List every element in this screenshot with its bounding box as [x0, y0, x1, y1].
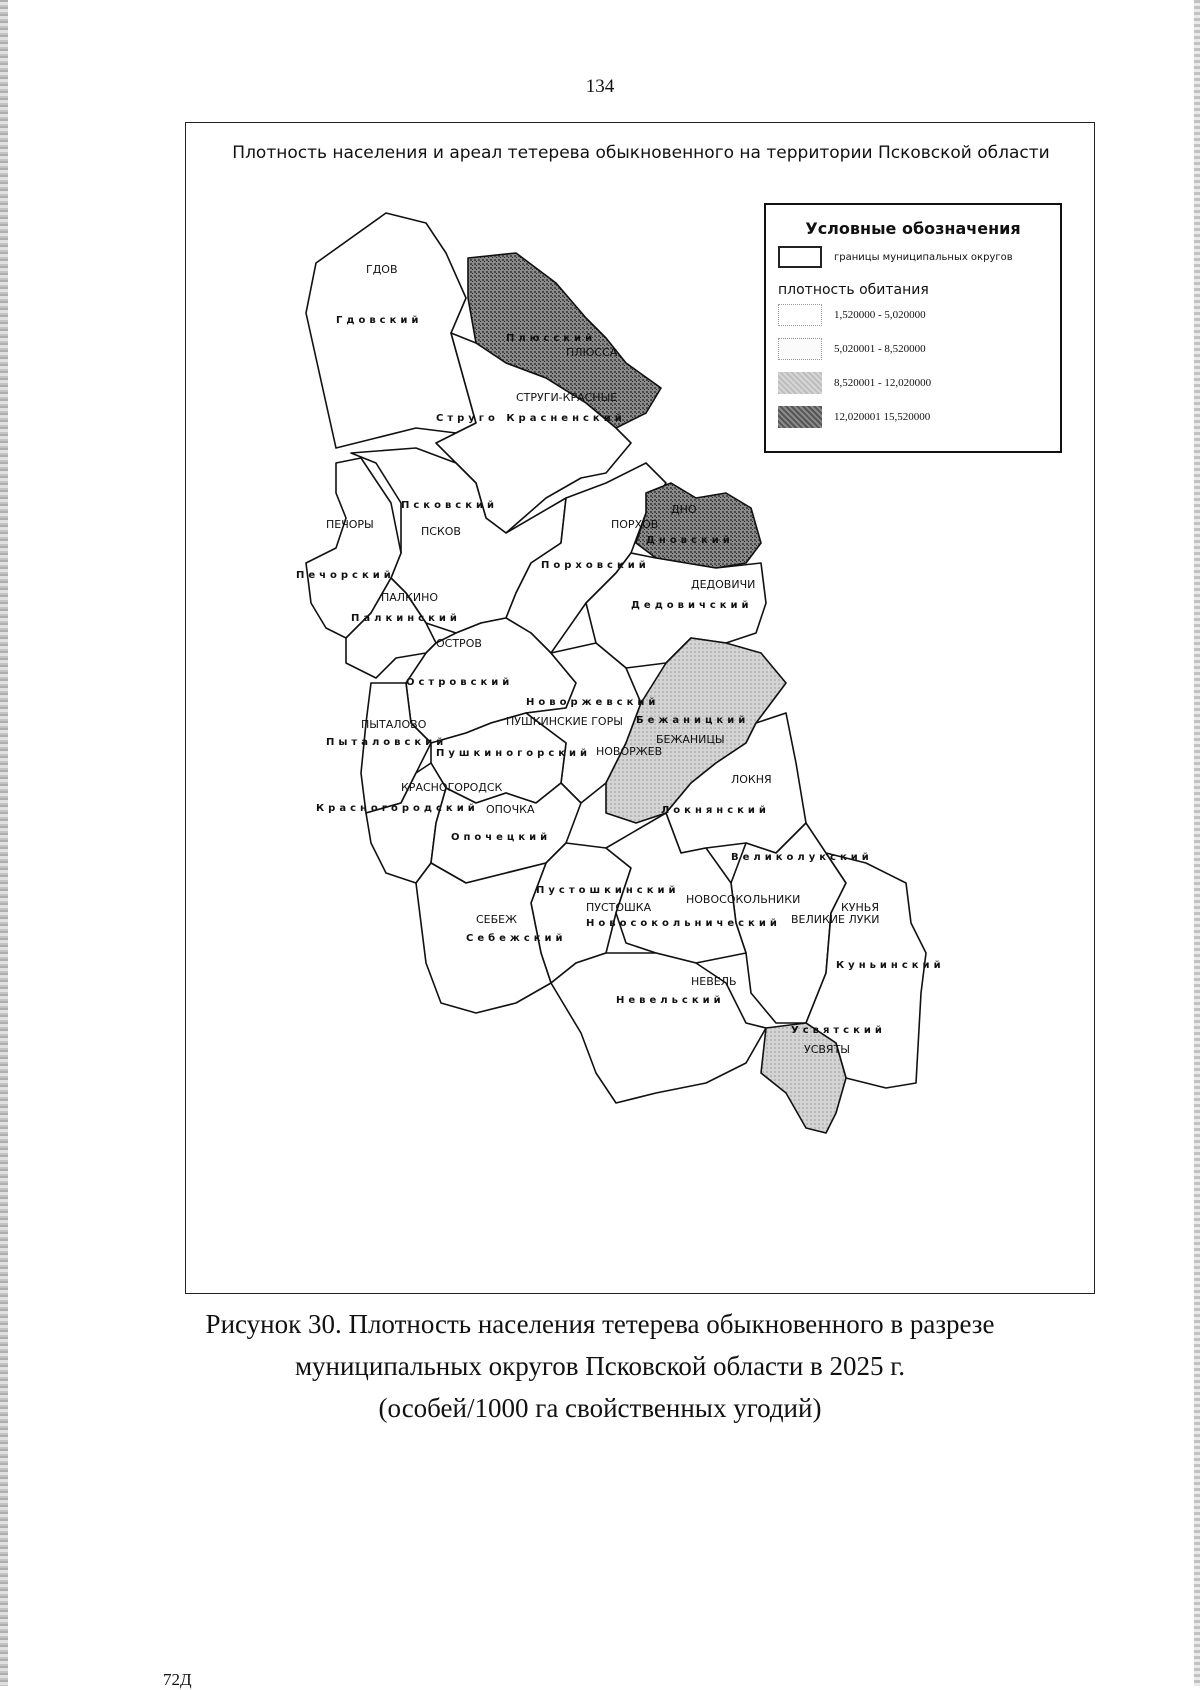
legend-boundary-label: границы муниципальных округов — [834, 251, 1013, 263]
svg-text:ЛОКНЯ: ЛОКНЯ — [731, 773, 772, 786]
svg-text:ПУСТОШКА: ПУСТОШКА — [586, 901, 652, 914]
svg-text:ОСТРОВ: ОСТРОВ — [436, 637, 482, 650]
svg-text:Палкинский: Палкинский — [351, 613, 461, 624]
figure-caption — [0, 1303, 1200, 1429]
scan-edge-right — [1194, 0, 1200, 1686]
svg-text:СТРУГИ-КРАСНЫЕ: СТРУГИ-КРАСНЫЕ — [516, 391, 618, 404]
svg-text:ПЫТАЛОВО: ПЫТАЛОВО — [361, 718, 427, 731]
map-figure — [185, 122, 1095, 1294]
legend-class-3 — [778, 372, 1060, 394]
page-number: 134 — [585, 76, 615, 97]
svg-text:Себежский: Себежский — [466, 933, 567, 944]
svg-text:ДНО: ДНО — [671, 503, 697, 516]
svg-text:НОВОСОКОЛЬНИКИ: НОВОСОКОЛЬНИКИ — [686, 893, 801, 906]
svg-text:ПОРХОВ: ПОРХОВ — [611, 518, 659, 531]
legend-boundary-swatch — [778, 246, 822, 268]
svg-text:Струго Красненский: Струго Красненский — [436, 413, 626, 424]
svg-text:НОВОРЖЕВ: НОВОРЖЕВ — [596, 745, 663, 758]
svg-text:Пушкиногорский: Пушкиногорский — [436, 748, 592, 759]
svg-text:ПЛЮССА: ПЛЮССА — [566, 346, 618, 359]
svg-text:Дедовичский: Дедовичский — [631, 600, 753, 611]
legend-density-title: плотность обитания — [778, 282, 929, 298]
legend-range-3: 8,520001 - 12,020000 — [834, 377, 932, 389]
svg-text:Порховский: Порховский — [541, 560, 650, 571]
svg-text:КУНЬЯ: КУНЬЯ — [841, 901, 879, 914]
legend-swatch-1 — [778, 304, 822, 326]
legend-range-2: 5,020001 - 8,520000 — [834, 343, 926, 355]
svg-text:СЕБЕЖ: СЕБЕЖ — [476, 913, 517, 926]
svg-text:ГДОВ: ГДОВ — [366, 263, 398, 276]
svg-text:Дновский: Дновский — [646, 535, 734, 546]
svg-text:Локнянский: Локнянский — [661, 805, 770, 816]
svg-text:Пустошкинский: Пустошкинский — [536, 885, 680, 896]
svg-text:ПУШКИНСКИЕ ГОРЫ: ПУШКИНСКИЕ ГОРЫ — [506, 715, 623, 728]
svg-text:Новоржевский: Новоржевский — [526, 697, 660, 708]
svg-text:УСВЯТЫ: УСВЯТЫ — [804, 1043, 850, 1056]
svg-text:ОПОЧКА: ОПОЧКА — [486, 803, 535, 816]
legend-class-1 — [778, 304, 1060, 326]
legend-swatch-2 — [778, 338, 822, 360]
legend-boundary-row — [778, 246, 1060, 268]
svg-text:Гдовский: Гдовский — [336, 315, 423, 326]
legend-class-4 — [778, 406, 1060, 428]
caption-line-2: муниципальных округов Псковской области в 2025 г. — [294, 1351, 906, 1381]
svg-text:ПСКОВ: ПСКОВ — [421, 525, 461, 538]
svg-text:Усвятский: Усвятский — [791, 1025, 886, 1036]
svg-text:Псковский: Псковский — [401, 500, 499, 511]
svg-text:ПАЛКИНО: ПАЛКИНО — [381, 591, 439, 604]
svg-text:Печорский: Печорский — [296, 570, 395, 581]
caption-line-3: (особей/1000 га свойственных угодий) — [378, 1393, 822, 1423]
svg-text:Куньинский: Куньинский — [836, 960, 945, 971]
svg-text:Опочецкий: Опочецкий — [451, 832, 552, 843]
svg-text:Красногородский: Красногородский — [316, 803, 479, 814]
footer-mark: 72Д — [163, 1670, 192, 1689]
svg-text:Бежаницкий: Бежаницкий — [636, 715, 750, 726]
svg-text:НЕВЕЛЬ: НЕВЕЛЬ — [691, 975, 737, 988]
svg-text:Невельский: Невельский — [616, 995, 725, 1006]
svg-text:ВЕЛИКИЕ ЛУКИ: ВЕЛИКИЕ ЛУКИ — [791, 913, 880, 926]
map-legend — [764, 203, 1062, 453]
legend-title: Условные обозначения — [805, 219, 1021, 238]
legend-swatch-4 — [778, 406, 822, 428]
map-title: Плотность населения и ареал тетерева обыкновенного на территории Псковской области — [232, 143, 1050, 163]
legend-swatch-3 — [778, 372, 822, 394]
scan-edge-left — [0, 0, 8, 1686]
svg-text:ПЕЧОРЫ: ПЕЧОРЫ — [326, 518, 374, 531]
legend-range-4: 12,020001 15,520000 — [834, 411, 931, 423]
svg-text:Плюсский: Плюсский — [506, 333, 597, 344]
svg-text:Новосокольнический: Новосокольнический — [586, 918, 781, 929]
svg-text:Великолукский: Великолукский — [731, 852, 873, 863]
legend-range-1: 1,520000 - 5,020000 — [834, 309, 926, 321]
caption-line-1: Рисунок 30. Плотность населения тетерева обыкновенного в разрезе — [205, 1309, 995, 1339]
svg-text:КРАСНОГОРОДСК: КРАСНОГОРОДСК — [401, 781, 503, 794]
svg-text:БЕЖАНИЦЫ: БЕЖАНИЦЫ — [656, 733, 725, 746]
svg-text:Островский: Островский — [406, 677, 514, 688]
svg-text:ДЕДОВИЧИ: ДЕДОВИЧИ — [691, 578, 756, 591]
svg-text:Пыталовский: Пыталовский — [326, 737, 448, 748]
legend-class-2 — [778, 338, 1060, 360]
